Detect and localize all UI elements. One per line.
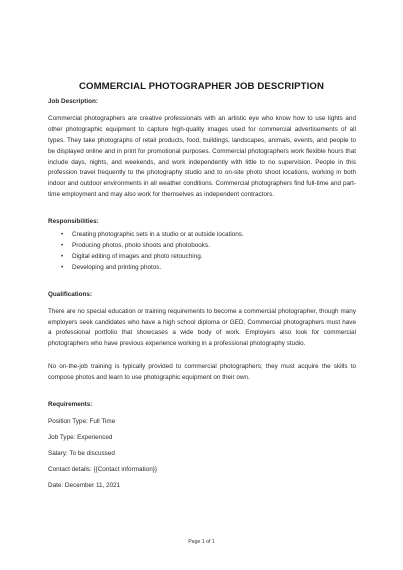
document-title: COMMERCIAL PHOTOGRAPHER JOB DESCRIPTION (78, 81, 324, 92)
date: Date: December 11, 2021 (48, 481, 121, 489)
training-text: No on-the-job training is typically provided to commercial photographers; they must acquire the skills to compose photos and learn to use photographic equipment on their own. (48, 363, 356, 382)
bullet-icon: • (61, 231, 64, 239)
responsibility-text: Digital editing of images and photo retouching. (72, 252, 203, 260)
document-body (48, 97, 356, 496)
responsibility-text: Producing photos, photo shoots and photobooks. (72, 241, 210, 249)
position-type: Position Type: Full Time (48, 417, 116, 425)
job-description-heading: Job Description: (48, 98, 99, 105)
responsibility-text: Creating photographic sets in a studio or at outside locations. (72, 231, 244, 239)
salary: Salary: To be discussed (48, 449, 115, 457)
job-description-text: Commercial photographers are creative professionals with an artistic eye who know how to use lights and other photographic equipment to capture high-quality images used for commercial advertisements of all types. They take photographs of retail products, food, buildings, landscapes, animals, events, and people to be displayed online and in print for promotional purposes. Commercial photographers work flexible hours that include days, nights, and weekends, and work independently with little to no supervision. People in this profession travel frequently to the photography studio and to on-site photo shoot locations, working in both indoor and outdoor environments in all weather conditions. Commercial photographers find full-time and part-time employment and may also work for themselves as independent contractors. (48, 114, 356, 199)
requirements-heading: Requirements: (48, 401, 93, 409)
bullet-icon: • (61, 263, 64, 271)
page-number: Page 1 of 1 (188, 539, 215, 545)
responsibilities-heading: Responsibilities: (48, 218, 99, 226)
qualifications-text: There are no special education or training requirements to become a commercial photographer, though many employers seek candidates who have a high school diploma or GED. Commercial photographers must have a professional portfolio that showcases a wide body of work. Employers also look for commercial photographers who have previous experience working in a professional photography studio. (48, 307, 356, 348)
responsibility-text: Developing and printing photos. (72, 263, 162, 271)
list-item (61, 230, 356, 241)
responsibilities-list (48, 230, 356, 274)
list-item (61, 252, 356, 263)
job-type: Job Type: Experienced (48, 433, 113, 441)
bullet-icon: • (61, 241, 64, 249)
list-item (61, 263, 356, 274)
qualifications-heading: Qualifications: (48, 290, 93, 298)
contact-details: Contact details: {{Contact information}} (48, 465, 157, 473)
bullet-icon: • (61, 252, 64, 260)
list-item (61, 241, 356, 252)
